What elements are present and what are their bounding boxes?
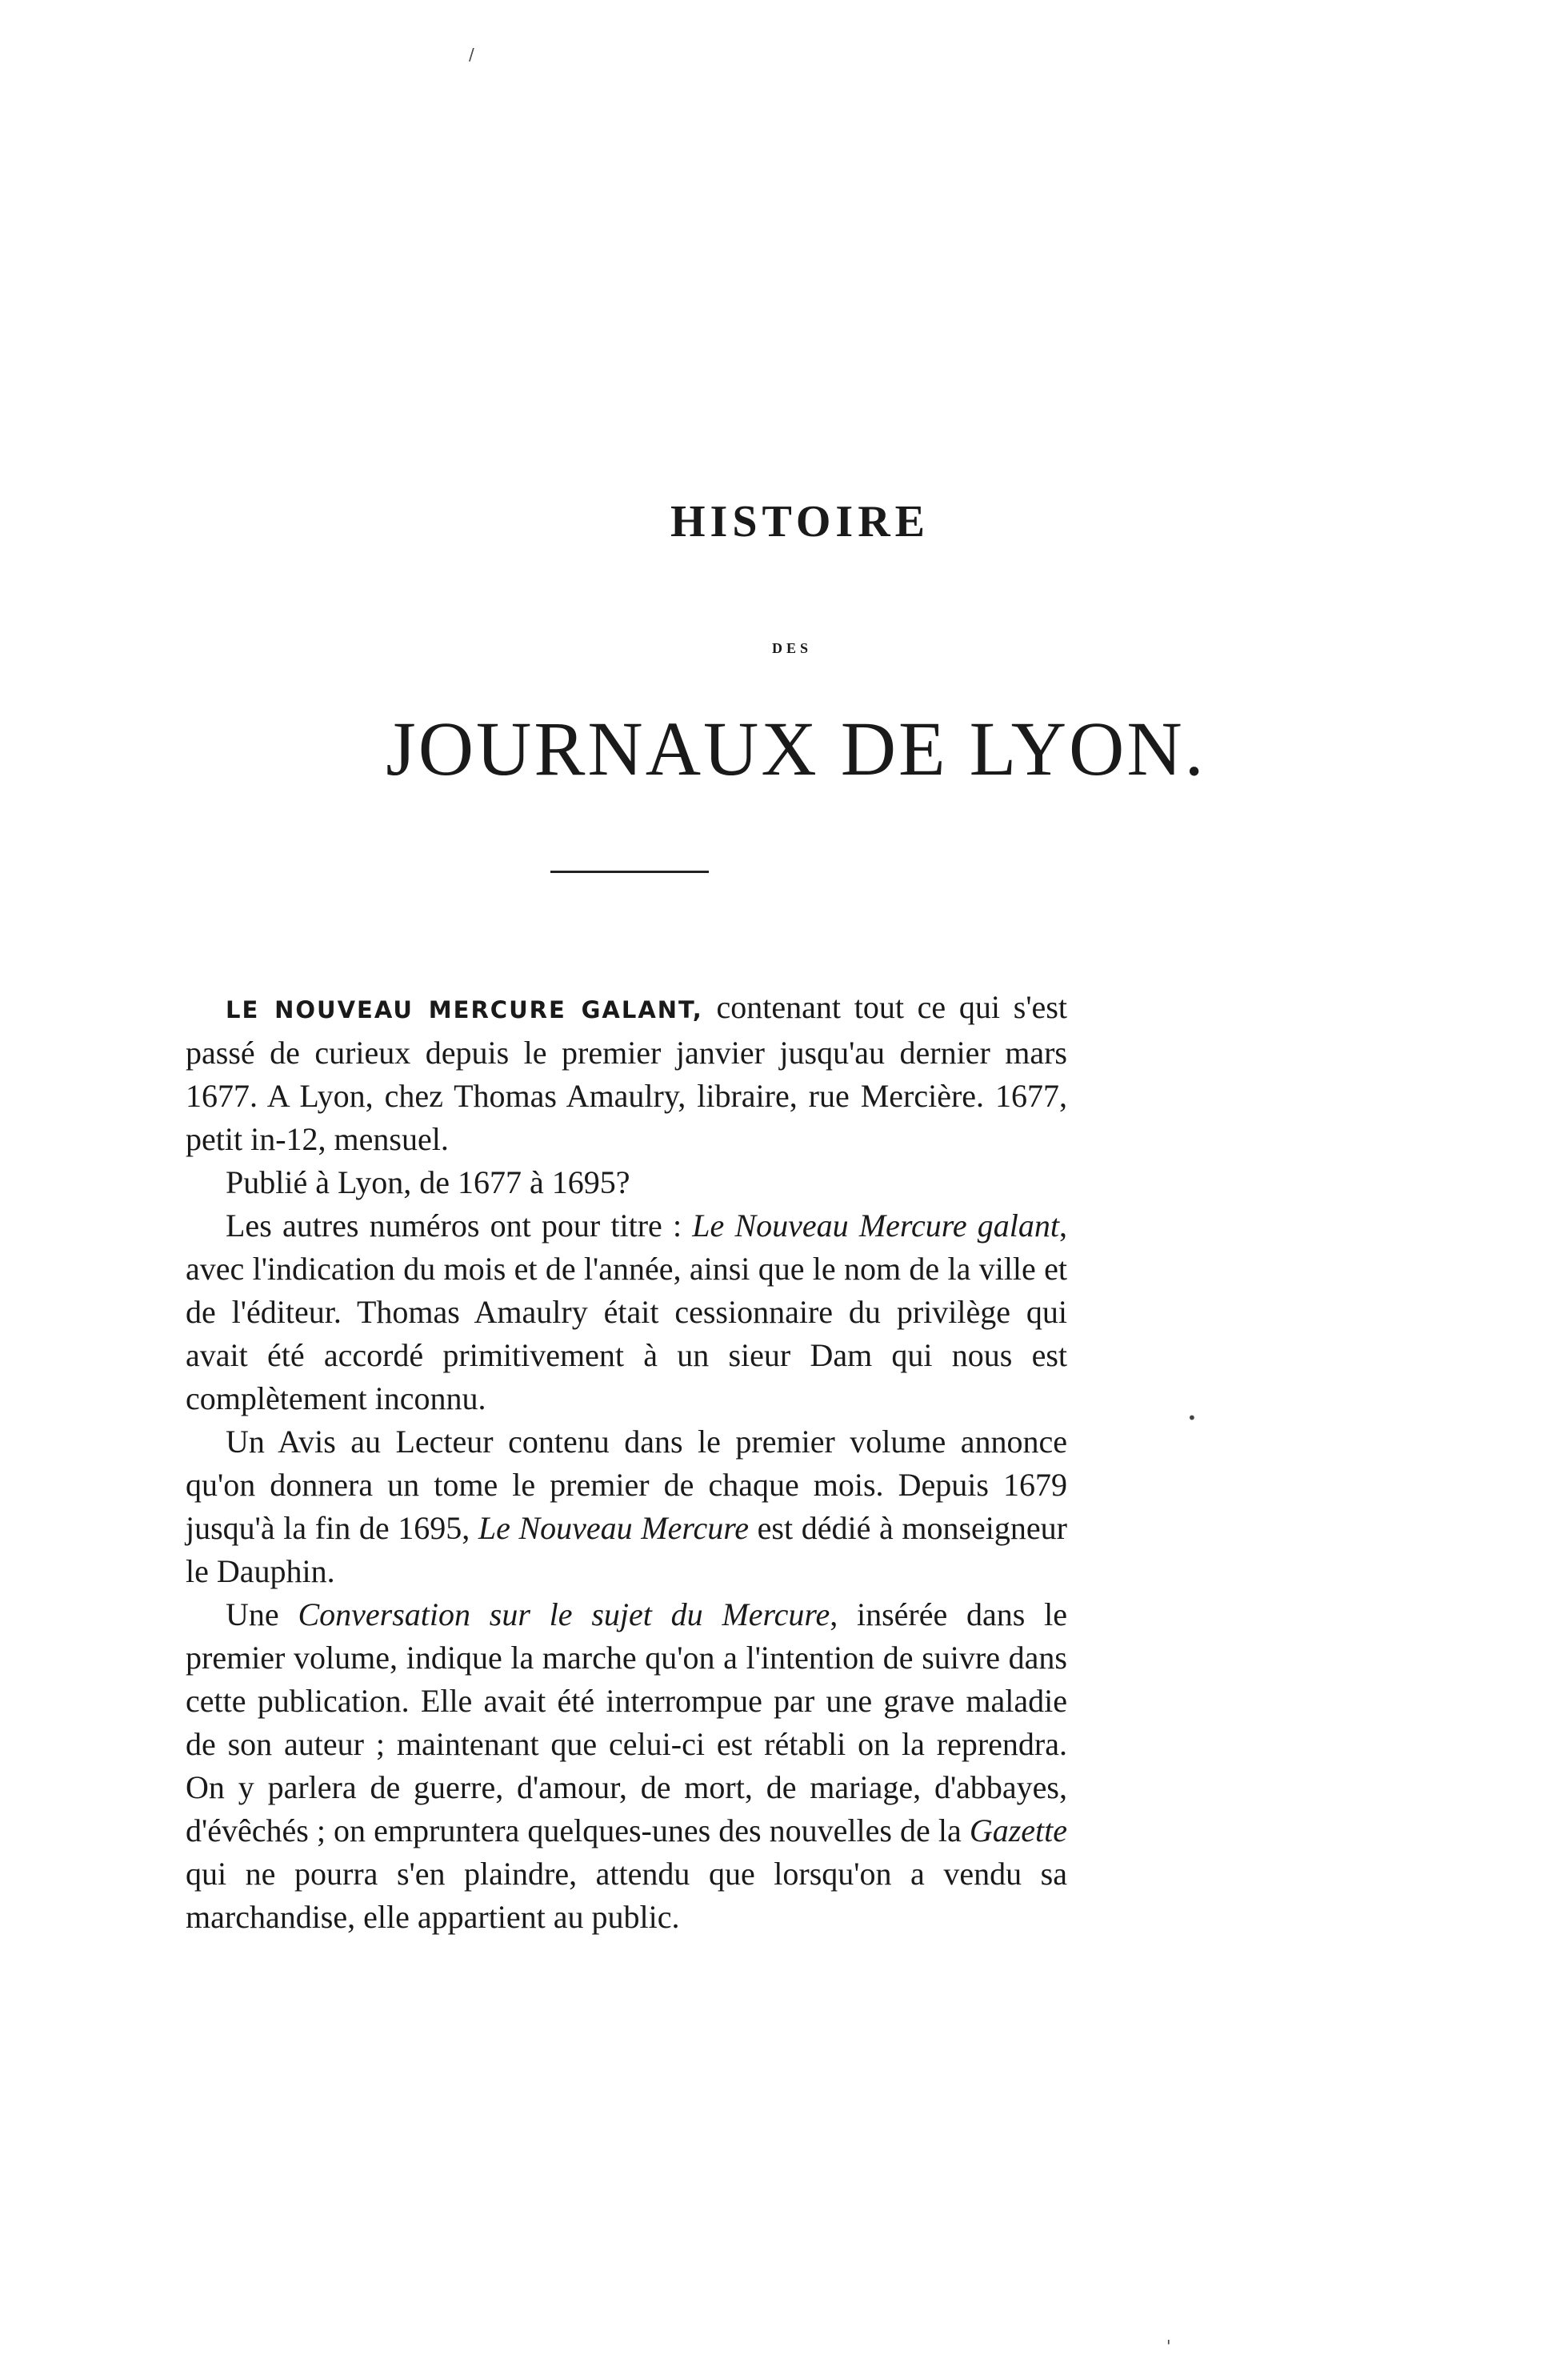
- paragraph-5-italic-2: Gazette: [969, 1812, 1067, 1848]
- paragraph-1: [186, 986, 1067, 1161]
- journal-title: LE NOUVEAU MERCURE GALANT,: [226, 996, 703, 1023]
- body-text: [186, 986, 1067, 1939]
- heading-histoire: HISTOIRE: [670, 497, 930, 547]
- paragraph-5-italic-1: Conversation sur le sujet du Mercure: [298, 1596, 830, 1632]
- paragraph-3: [186, 1204, 1067, 1420]
- paragraph-1-text: contenant tout ce qui s'est passé de curieux depuis le premier janvier jusqu'au dernier mars 1677. A Lyon, chez Thomas Amaulry, libraire, rue Mercière. 1677, petit in-12, mensuel.: [186, 989, 1067, 1157]
- heading-des: DES: [771, 640, 812, 656]
- scan-speck: •: [1187, 1408, 1197, 1428]
- paragraph-4-italic: Le Nouveau Mercure: [478, 1510, 750, 1546]
- paragraph-5-text-e: qui ne pourra s'en plaindre, attendu que lorsqu'on a vendu sa marchandise, elle appartient au public.: [186, 1856, 1067, 1935]
- paragraph-4-text-a: Un Avis au Lecteur contenu dans le premier volume annonce qu'on donnera un tome le premier de chaque mois. Depuis 1679 jusqu'à la fin de 1695,: [186, 1424, 1067, 1546]
- paragraph-3-text-c: , avec l'indication du mois et de l'année, ainsi que le nom de la ville et de l'éditeur. Thomas Amaulry était cessionnaire du privilège qui avait été accordé primitivement à un sieur Dam qui nous est complètement inconnu.: [186, 1208, 1067, 1416]
- scan-speck: /: [469, 45, 474, 64]
- paragraph-3-italic: Le Nouveau Mercure galant: [692, 1208, 1059, 1244]
- paragraph-5-text-c: , insérée dans le premier volume, indique la marche qu'on a l'intention de suivre dans cette publication. Elle avait été interrompue par une grave maladie de son auteur ; maintenant que celui-ci est rétabli on la reprendra. On y parlera de guerre, d'amour, de mort, de mariage, d'abbayes, d'évêchés ; on empruntera quelques-unes des nouvelles de la: [186, 1596, 1068, 1848]
- heading-journaux-de-lyon: JOURNAUX DE LYON.: [386, 706, 1206, 791]
- paragraph-5: [186, 1593, 1067, 1939]
- paragraph-4-text-c: est dédié à monseigneur le Dauphin.: [186, 1510, 1067, 1589]
- scan-speck: ': [1166, 2337, 1171, 2356]
- paragraph-5-text-a: Une: [226, 1596, 298, 1632]
- paragraph-4: [186, 1420, 1067, 1593]
- paragraph-3-text-a: Les autres numéros ont pour titre :: [226, 1208, 693, 1244]
- paragraph-2: Publié à Lyon, de 1677 à 1695?: [226, 1164, 630, 1200]
- title-rule: [550, 871, 709, 873]
